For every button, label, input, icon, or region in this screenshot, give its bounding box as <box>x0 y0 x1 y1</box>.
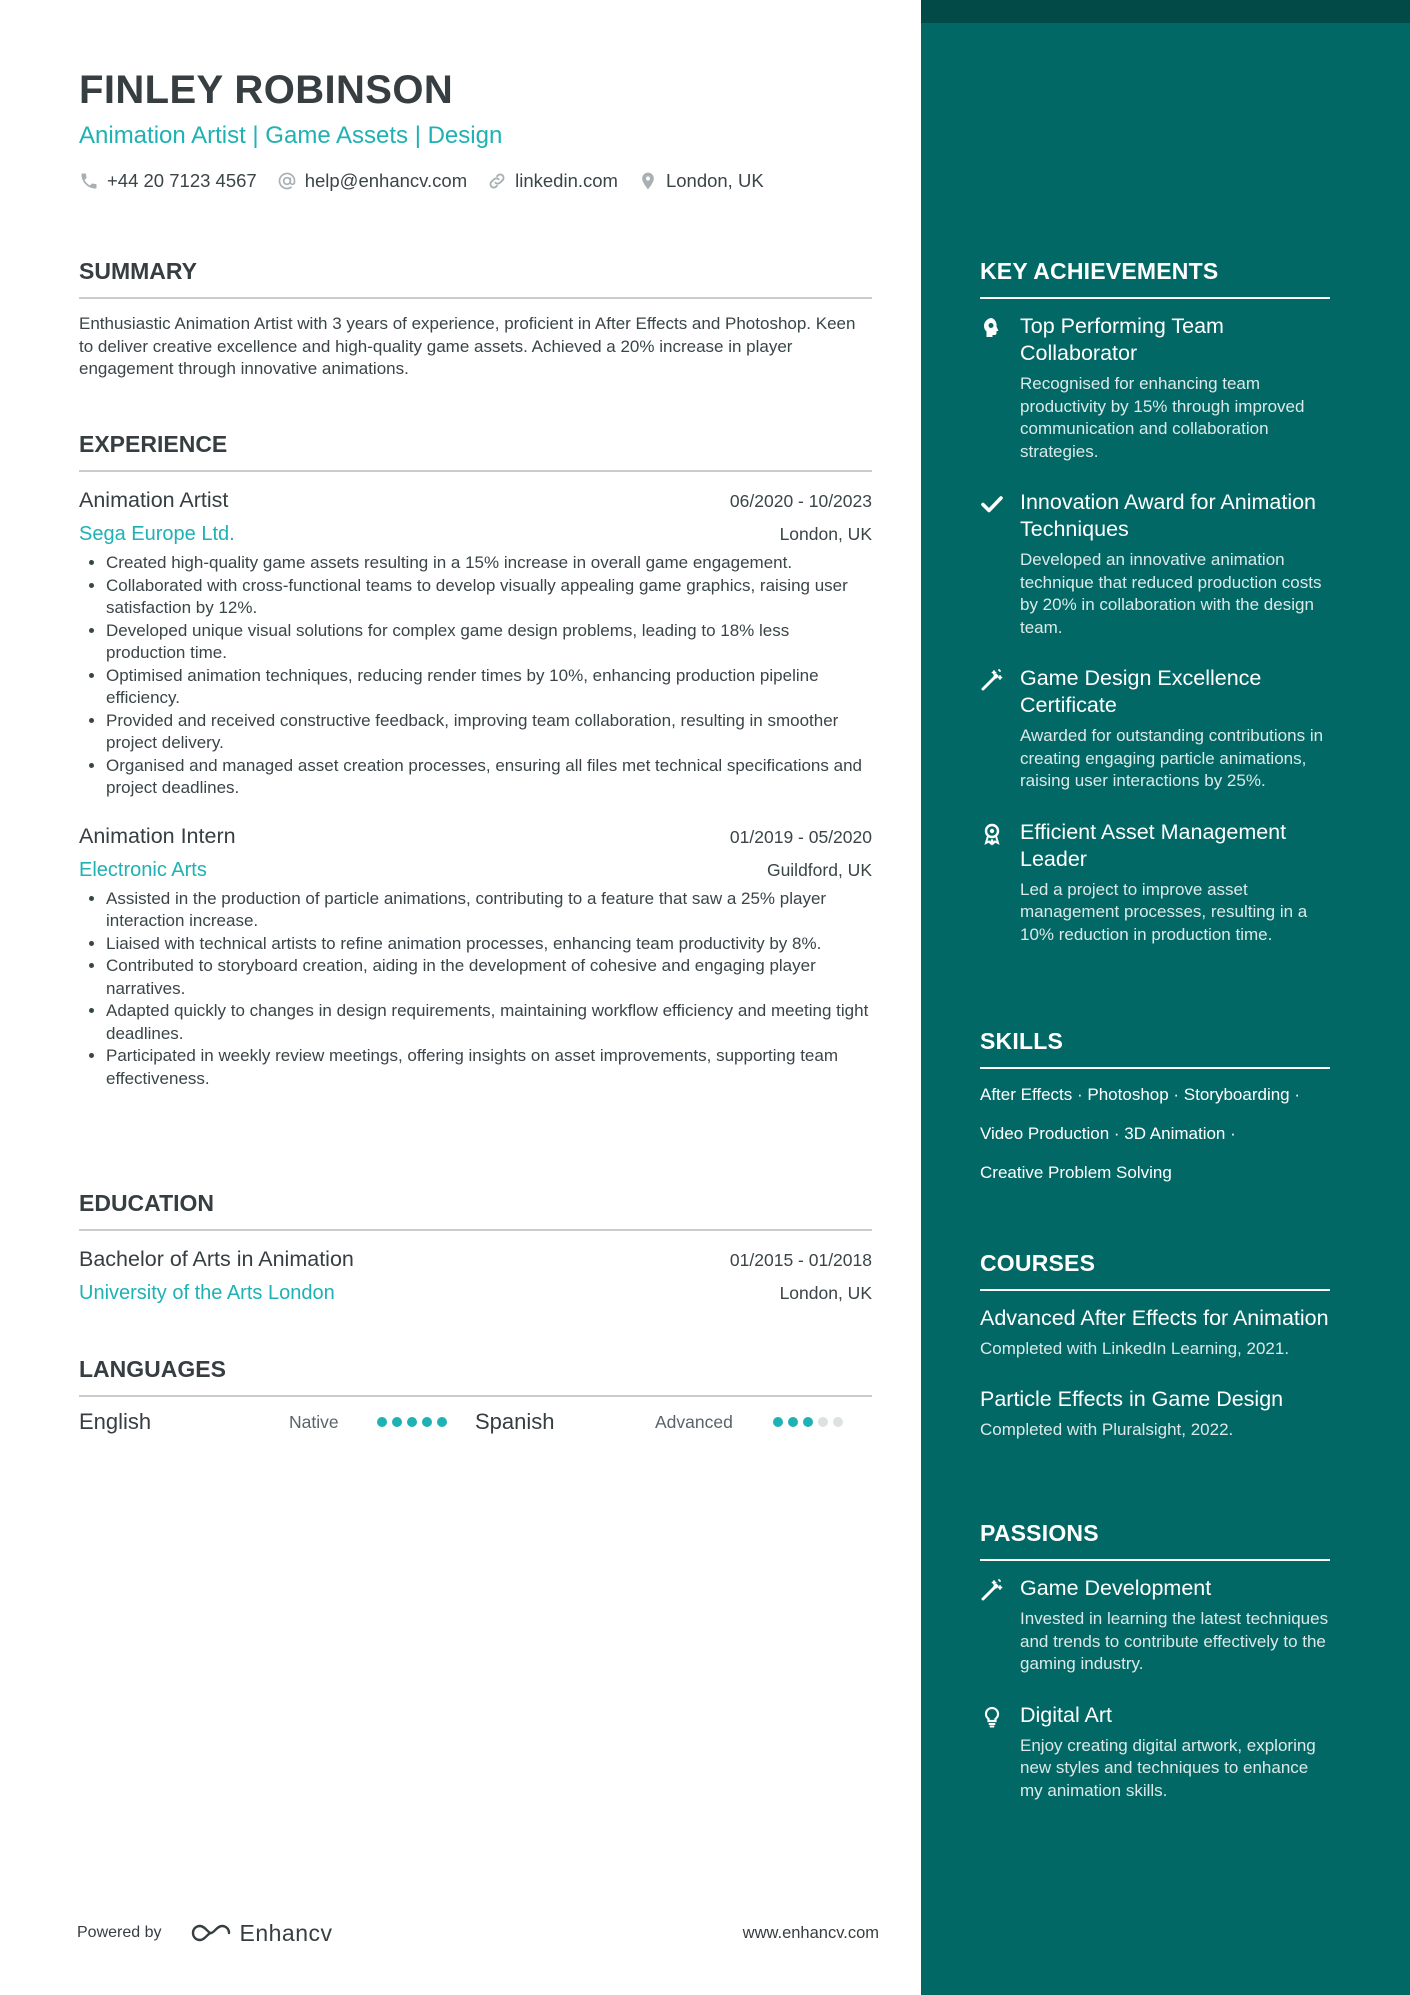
skills-line: Creative Problem Solving <box>980 1163 1172 1182</box>
rating-dot-filled <box>392 1417 402 1427</box>
bullet-item: • Optimised animation techniques, reducing render times by 10%, enhancing production pipeline efficiency. <box>106 665 872 710</box>
languages-title: LANGUAGES <box>79 1356 872 1397</box>
courses-title: COURSES <box>980 1250 1330 1291</box>
email-text: help@enhancv.com <box>304 170 468 191</box>
school-location: London, UK <box>779 1283 872 1303</box>
job-bullets <box>79 552 872 800</box>
courses-section <box>980 1250 1330 1441</box>
achievements-title: KEY ACHIEVEMENTS <box>980 258 1330 299</box>
experience-title: EXPERIENCE <box>79 431 872 472</box>
achievement-desc: Developed an innovative animation technique that reduced production costs by 20% in collaboration with the design team. <box>1020 550 1322 637</box>
summary-text: Enthusiastic Animation Artist with 3 years of experience, proficient in After Effects and Photoshop. Keen to deliver creative excellence and high-quality game assets. Achieved a 20% increase in player engagement through innovative animations. <box>79 314 856 378</box>
achievement-title: Game Design Excellence Certificate <box>1020 666 1262 717</box>
course-title: Particle Effects in Game Design <box>980 1387 1284 1411</box>
bullet-item: • Organised and managed asset creation processes, ensuring all files met technical specifications and project deadlines. <box>106 755 872 800</box>
bulb-head-icon <box>980 316 1004 340</box>
achievements-section <box>980 258 1330 946</box>
lightbulb-icon <box>980 1705 1004 1729</box>
language-item <box>79 1409 475 1435</box>
skills-line: After Effects · Photoshop · Storyboarding · <box>980 1085 1301 1104</box>
education-title: EDUCATION <box>79 1190 872 1231</box>
linkedin-text: linkedin.com <box>515 170 618 191</box>
language-item <box>475 1409 871 1435</box>
education-dates: 01/2015 - 01/2018 <box>729 1250 872 1270</box>
rating-dot-filled <box>773 1417 783 1427</box>
bullet-item: • Created high-quality game assets resulting in a 15% increase in overall game engagement. <box>106 552 872 575</box>
powered-by-label: Powered by <box>77 1924 162 1941</box>
passions-section <box>980 1520 1330 1802</box>
school[interactable]: University of the Arts London <box>79 1282 335 1304</box>
rating-dot-filled <box>437 1417 447 1427</box>
enhancv-infinity-icon <box>188 1921 234 1945</box>
language-rating <box>377 1417 452 1427</box>
achievement-title: Innovation Award for Animation Techniques <box>1020 490 1317 541</box>
education-entry <box>79 1247 872 1305</box>
rating-dot-filled <box>803 1417 813 1427</box>
job-role: Animation Artist <box>79 488 229 512</box>
link-icon <box>487 171 507 191</box>
skills-section <box>980 1028 1330 1192</box>
passion-item <box>980 1575 1330 1676</box>
enhancv-logo[interactable] <box>188 1920 333 1947</box>
bullet-item: • Participated in weekly review meetings, offering insights on asset improvements, supporting team effectiveness. <box>106 1045 872 1090</box>
achievement-desc: Awarded for outstanding contributions in creating engaging particle animations, raising user interactions by 25%. <box>1020 726 1324 790</box>
at-icon <box>277 171 297 191</box>
sidebar-top-bar <box>921 0 1410 23</box>
course-desc: Completed with LinkedIn Learning, 2021. <box>980 1339 1290 1358</box>
rating-dot-filled <box>407 1417 417 1427</box>
summary-title: SUMMARY <box>79 258 872 299</box>
brand-name: Enhancv <box>239 1919 333 1946</box>
bullet-item: • Assisted in the production of particle animations, contributing to a feature that saw a 25% player interaction increase. <box>106 888 872 933</box>
language-name: English <box>79 1409 152 1434</box>
job-company[interactable]: Electronic Arts <box>79 858 207 881</box>
contact-location <box>638 170 764 192</box>
phone-text: +44 20 7123 4567 <box>107 170 257 191</box>
passions-title: PASSIONS <box>980 1520 1330 1561</box>
skills-line: Video Production · 3D Animation · <box>980 1124 1236 1143</box>
footer <box>77 1918 879 1948</box>
achievement-item <box>980 489 1330 639</box>
achievement-desc: Recognised for enhancing team productivity by 15% through improved communication and collaboration strategies. <box>1020 374 1305 461</box>
rating-dot-filled <box>788 1417 798 1427</box>
skills-list <box>980 1075 1330 1192</box>
sidebar <box>921 0 1410 1995</box>
job-company[interactable]: Sega Europe Ltd. <box>79 523 235 545</box>
course-title: Advanced After Effects for Animation <box>980 1306 1329 1330</box>
language-name: Spanish <box>475 1409 555 1434</box>
job-entry <box>79 488 872 800</box>
rating-dot-empty <box>818 1417 828 1427</box>
education-section <box>79 1190 872 1305</box>
job-location: London, UK <box>779 524 872 544</box>
contact-phone[interactable] <box>79 170 257 192</box>
bullet-item: • Contributed to storyboard creation, aiding in the development of cohesive and engaging player narratives. <box>106 955 872 1000</box>
degree: Bachelor of Arts in Animation <box>79 1247 354 1271</box>
website-link[interactable]: www.enhancv.com <box>742 1923 879 1942</box>
rating-dot-filled <box>422 1417 432 1427</box>
passion-desc: Invested in learning the latest techniques and trends to contribute effectively to the gaming industry. <box>1020 1609 1329 1673</box>
achievement-title: Efficient Asset Management Leader <box>1020 819 1287 871</box>
course-desc: Completed with Pluralsight, 2022. <box>980 1420 1234 1439</box>
magic-wand-icon <box>980 668 1004 692</box>
phone-icon <box>79 171 99 191</box>
achievement-title: Top Performing Team Collaborator <box>1020 314 1224 365</box>
job-dates: 01/2019 - 05/2020 <box>729 826 872 847</box>
location-text: London, UK <box>665 170 764 191</box>
bullet-item: • Adapted quickly to changes in design requirements, maintaining workflow efficiency and meeting tight deadlines. <box>106 1000 872 1045</box>
magic-wand-icon <box>980 1578 1004 1602</box>
achievement-desc: Led a project to improve asset management processes, resulting in a 10% reduction in production time. <box>1020 879 1308 944</box>
contact-bar <box>79 170 784 192</box>
passion-item <box>980 1702 1330 1803</box>
course-item <box>980 1305 1330 1360</box>
candidate-name: FINLEY ROBINSON <box>79 68 454 112</box>
rating-dot-empty <box>833 1417 843 1427</box>
powered-by <box>77 1920 333 1947</box>
bullet-item: • Collaborated with cross-functional teams to develop visually appealing game graphics, raising user satisfaction by 12%. <box>106 575 872 620</box>
languages-section <box>79 1356 872 1435</box>
bullet-item: • Liaised with technical artists to refine animation processes, enhancing team productivity by 8%. <box>106 933 872 956</box>
passion-desc: Enjoy creating digital artwork, exploring new styles and techniques to enhance my animation skills. <box>1020 1735 1316 1800</box>
achievement-item <box>980 819 1330 947</box>
summary-section <box>79 258 872 381</box>
job-bullets <box>79 888 872 1091</box>
headline: Animation Artist | Game Assets | Design <box>79 122 503 149</box>
language-level: Native <box>289 1411 339 1432</box>
rating-dot-filled <box>377 1417 387 1427</box>
skills-title: SKILLS <box>980 1028 1330 1069</box>
passion-title: Digital Art <box>1020 1702 1113 1727</box>
language-rating <box>773 1417 848 1427</box>
job-role: Animation Intern <box>79 823 236 848</box>
location-pin-icon <box>638 171 658 191</box>
course-item <box>980 1386 1330 1441</box>
job-location: Guildford, UK <box>766 859 872 880</box>
job-dates: 06/2020 - 10/2023 <box>729 491 872 511</box>
passion-title: Game Development <box>1020 1576 1212 1600</box>
languages-list <box>79 1409 872 1435</box>
contact-linkedin[interactable] <box>487 170 618 192</box>
job-entry <box>79 824 872 1091</box>
language-level: Advanced <box>655 1411 733 1432</box>
achievement-item <box>980 313 1330 463</box>
bullet-item: • Developed unique visual solutions for complex game design problems, leading to 18% less production time. <box>106 620 872 665</box>
checkmark-icon <box>980 492 1004 516</box>
contact-email[interactable] <box>277 170 467 192</box>
achievement-item <box>980 665 1330 793</box>
experience-section <box>79 431 872 1090</box>
award-ribbon-icon <box>980 822 1004 846</box>
bullet-item: • Provided and received constructive feedback, improving team collaboration, resulting in smoother project delivery. <box>106 710 872 755</box>
